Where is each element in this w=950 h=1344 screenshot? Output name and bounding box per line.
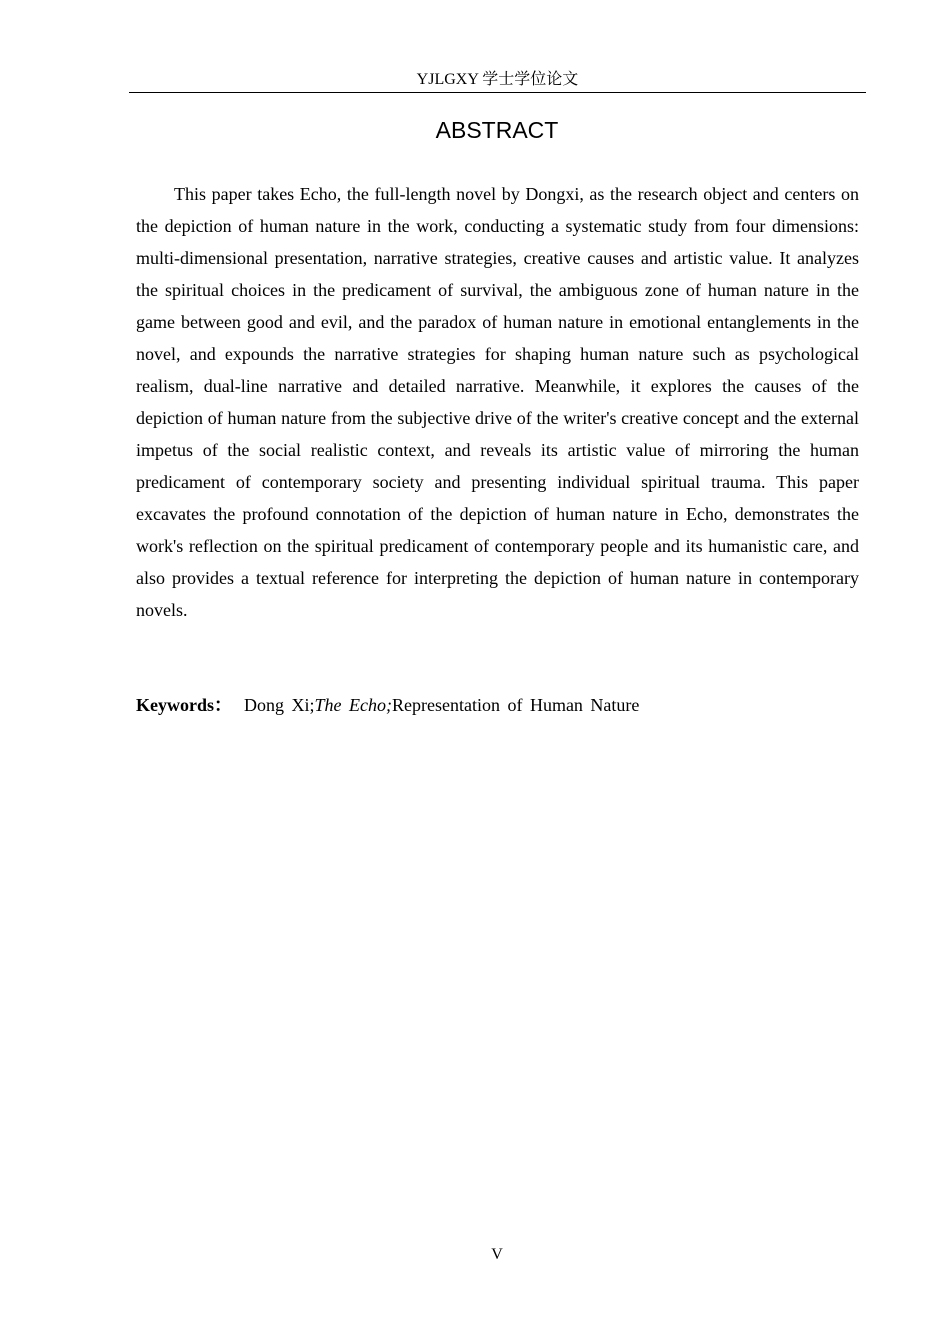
page-number: V <box>491 1246 503 1263</box>
header-title: YJLGXY 学士学位论文 <box>416 71 579 88</box>
keywords-line <box>136 689 859 721</box>
keyword-dong-xi: Dong Xi; <box>244 695 315 715</box>
keyword-the-echo: The Echo; <box>314 695 392 715</box>
keywords-label: Keywords： <box>136 695 232 715</box>
keyword-human-nature: Representation of Human Nature <box>391 695 640 715</box>
page-header <box>129 70 866 93</box>
abstract-body: This paper takes Echo, the full-length novel by Dongxi, as the research object and centers on the depiction of human nature in the work, conducting a systematic study from four dimensions: multi-dimensional presentation, narrative strategies, creative causes and artistic value. It analyzes the spiritual choices in the predicament of survival, the ambiguous zone of human nature in the game between good and evil, and the paradox of human nature in emotional entanglements in the novel, and expounds the narrative strategies for shaping human nature such as psychological realism, dual-line narrative and detailed narrative. Meanwhile, it explores the causes of the depiction of human nature from the subjective drive of the writer's creative concept and the external impetus of the social realistic context, and reveals its artistic value of mirroring the human predicament of contemporary society and presenting individual spiritual trauma. This paper excavates the profound connotation of the depiction of human nature in Echo, demonstrates the work's reflection on the spiritual predicament of contemporary people and its humanistic care, and also provides a textual reference for interpreting the depiction of human nature in contemporary novels. <box>136 184 859 620</box>
abstract-heading: ABSTRACT <box>435 117 559 143</box>
